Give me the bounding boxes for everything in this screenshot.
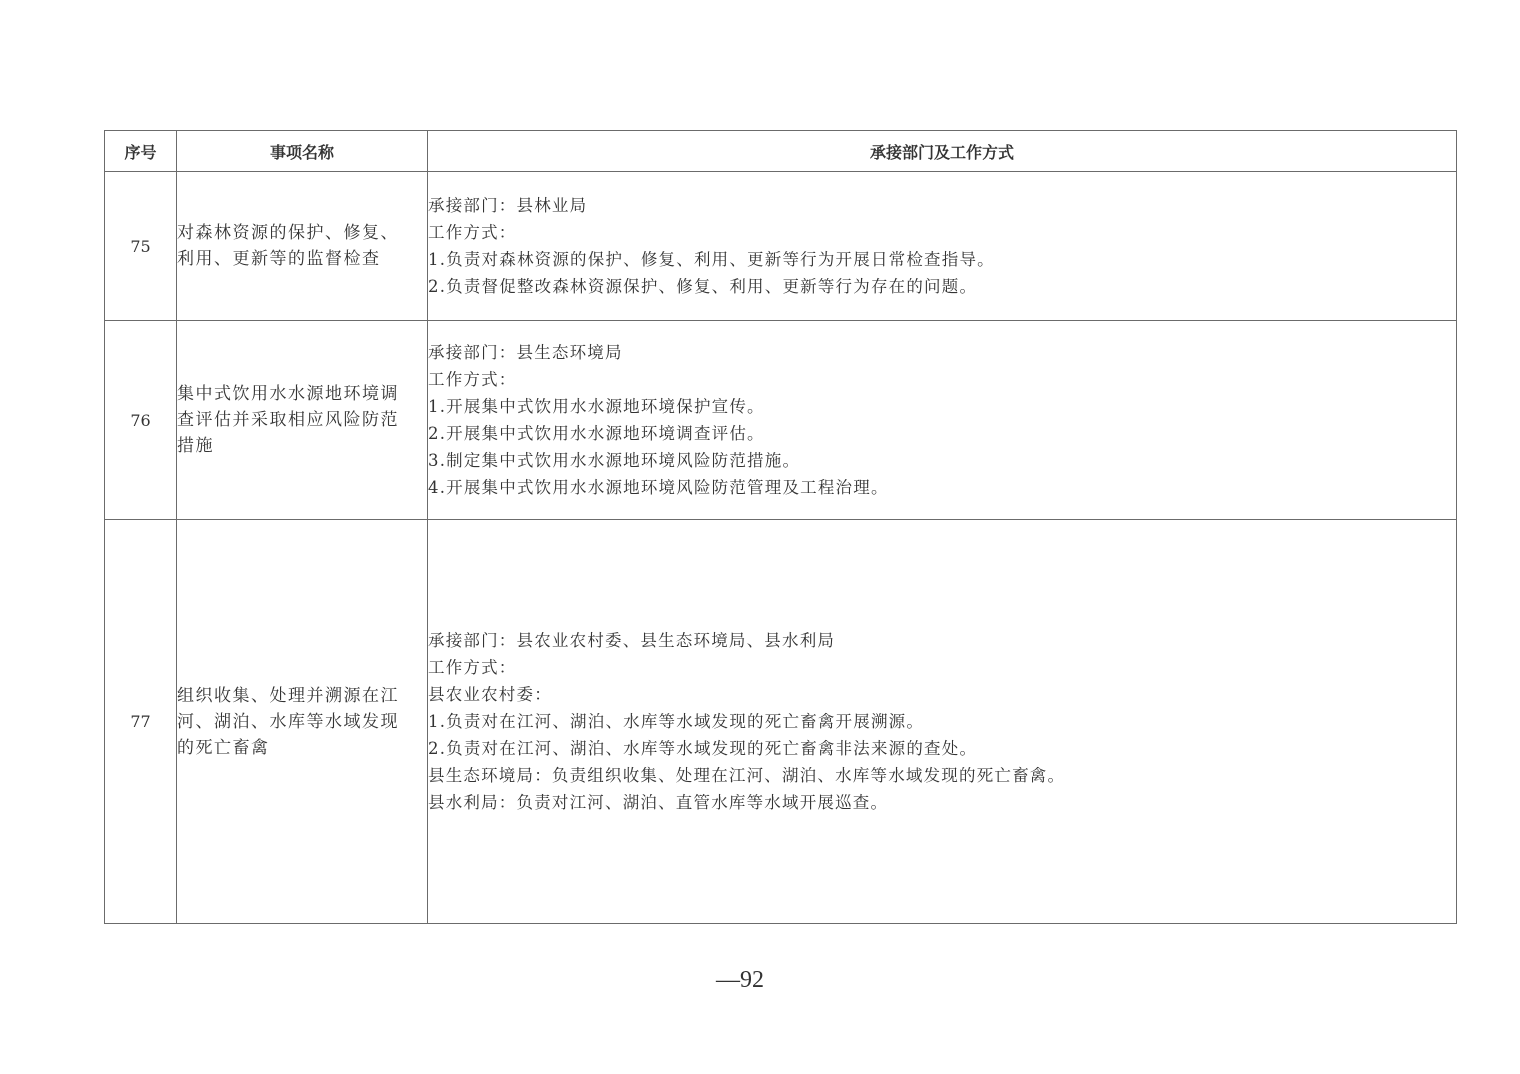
- table-header-row: [105, 131, 1457, 172]
- description-line: 2.负责对在江河、湖泊、水库等水域发现的死亡畜禽非法来源的查处。: [428, 739, 978, 758]
- description-line: 工作方式：: [428, 223, 517, 242]
- description-line: 工作方式：: [428, 658, 517, 677]
- header-department-method: 承接部门及工作方式: [428, 131, 1457, 172]
- description-line: 2.开展集中式饮用水水源地环境调查评估。: [428, 424, 765, 443]
- table-row: [105, 172, 1457, 321]
- description-line: 县生态环境局：负责组织收集、处理在江河、湖泊、水库等水域发现的死亡畜禽。: [428, 766, 1066, 785]
- description-line: 3.制定集中式饮用水水源地环境风险防范措施。: [428, 451, 801, 470]
- row-number: 77: [105, 520, 177, 924]
- item-description: [428, 172, 1457, 321]
- page-number: —92: [716, 967, 764, 993]
- description-line: 承接部门：县农业农村委、县生态环境局、县水利局: [428, 631, 836, 650]
- table-row: [105, 321, 1457, 520]
- description-line: 承接部门：县林业局: [428, 196, 588, 215]
- item-name-line: 的死亡畜禽: [177, 737, 270, 758]
- description-line: 1.开展集中式饮用水水源地环境保护宣传。: [428, 397, 765, 416]
- item-description: [428, 321, 1457, 520]
- item-name-line: 组织收集、处理并溯源在江: [177, 685, 399, 706]
- description-line: 1.负责对在江河、湖泊、水库等水域发现的死亡畜禽开展溯源。: [428, 712, 925, 731]
- item-name: [177, 172, 428, 321]
- row-number: 76: [105, 321, 177, 520]
- item-name-line: 河、湖泊、水库等水域发现: [177, 711, 399, 732]
- item-name: [177, 321, 428, 520]
- item-name-line: 利用、更新等的监督检查: [177, 249, 381, 269]
- description-line: 县水利局：负责对江河、湖泊、直管水库等水域开展巡查。: [428, 793, 889, 812]
- item-name-line: 集中式饮用水水源地环境调: [177, 384, 399, 404]
- table-row: [105, 520, 1457, 924]
- item-name: [177, 520, 428, 924]
- row-number: 75: [105, 172, 177, 321]
- header-number: 序号: [105, 131, 177, 172]
- item-name-line: 查评估并采取相应风险防范: [177, 410, 399, 430]
- description-line: 工作方式：: [428, 370, 517, 389]
- description-line: 2.负责督促整改森林资源保护、修复、利用、更新等行为存在的问题。: [428, 277, 978, 296]
- description-line: 4.开展集中式饮用水水源地环境风险防范管理及工程治理。: [428, 478, 889, 497]
- item-name-line: 措施: [177, 436, 214, 456]
- description-line: 县农业农村委：: [428, 685, 552, 704]
- description-line: 承接部门：县生态环境局: [428, 343, 623, 362]
- header-item-name: 事项名称: [177, 131, 428, 172]
- description-line: 1.负责对森林资源的保护、修复、利用、更新等行为开展日常检查指导。: [428, 250, 995, 269]
- item-name-line: 对森林资源的保护、修复、: [177, 223, 399, 243]
- item-description: [428, 520, 1457, 924]
- items-table: [104, 130, 1457, 924]
